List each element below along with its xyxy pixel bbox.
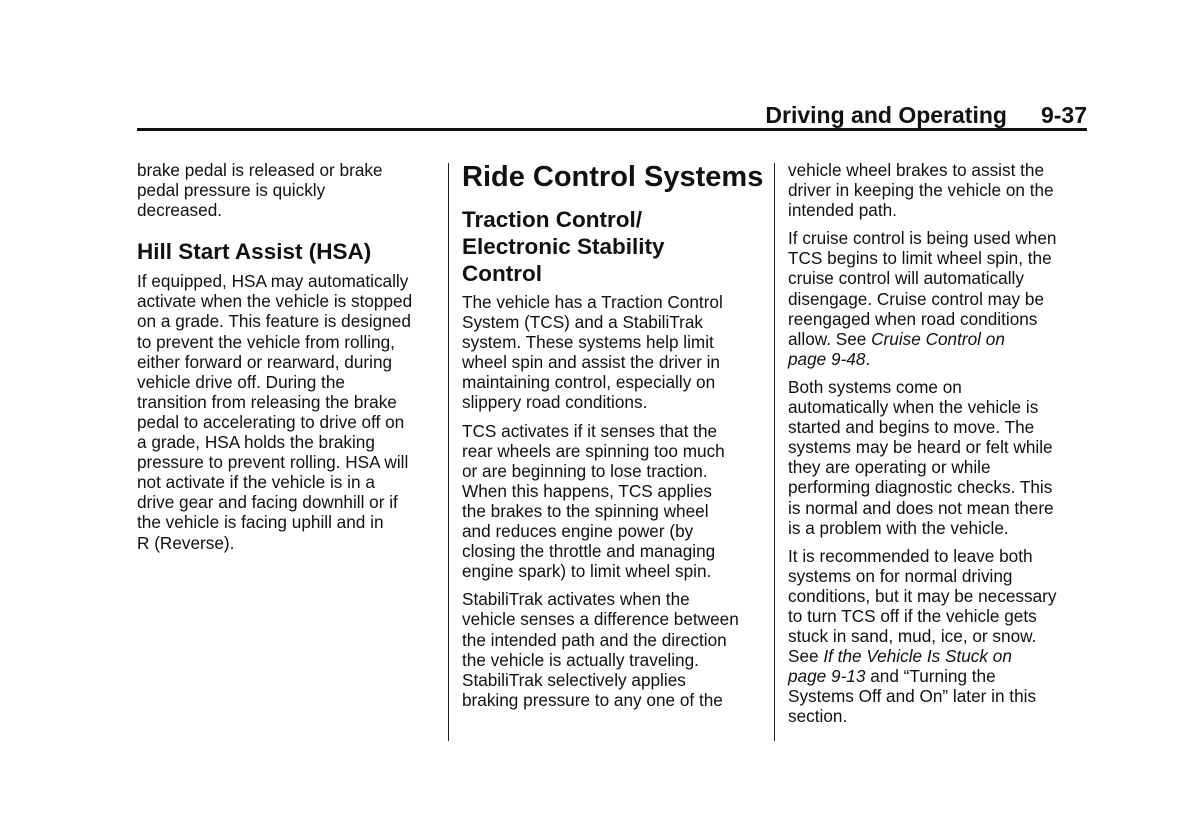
cross-reference-link[interactable]: page 9-13 (788, 666, 866, 687)
paragraph: TCS activates if it senses that the rear wheels are spinning too much or are beginning to lose traction. When this happens, TCS applies the brakes to the spinning wheel and reduces engine power (by closing the throttle and managing engine spark) to limit wheel spin. (462, 420, 725, 582)
header-rule (137, 128, 1087, 131)
page-number: 9-37 (1040, 102, 1087, 128)
paragraph: If cruise control is being used when TCS begins to limit wheel spin, the cruise control will automatically disengage. Cruise control may be reengaged when road conditions allow. See Cruise Control on page 9-48. (788, 228, 1057, 369)
running-header (137, 100, 1087, 130)
cross-reference-link[interactable]: If the Vehicle Is Stuck on (823, 646, 1012, 667)
cross-reference-link[interactable]: Cruise Control on (871, 328, 1005, 349)
column-3 (788, 160, 1088, 735)
column-1 (137, 160, 437, 561)
tcs-heading: Traction Control/ Electronic Stability Control (462, 207, 665, 286)
paragraph: If equipped, HSA may automatically activate when the vehicle is stopped on a grade. This feature is designed to prevent the vehicle from rolling, either forward or rearward, during vehicle drive off. During the transition from releasing the brake pedal to accelerating to drive off on a grade, HSA holds the braking pressure to prevent rolling. HSA will not activate if the vehicle is in a drive gear and facing downhill or if the vehicle is facing uphill and in R (Reverse). (137, 271, 413, 553)
hsa-heading: Hill Start Assist (HSA) (137, 239, 372, 265)
paragraph: The vehicle has a Traction Control System (TCS) and a StabiliTrak system. These systems help limit wheel spin and assist the driver in maintaining control, especially on slippery road conditions. (462, 292, 723, 413)
cross-reference-link[interactable]: page 9-48 (788, 348, 866, 369)
paragraph: Both systems come on automatically when the vehicle is started and begins to move. The systems may be heard or felt while they are operating or while performing diagnostic checks. This is normal and does not mean there is a problem with the vehicle. (788, 376, 1054, 538)
column-divider (774, 163, 775, 741)
section-title: Driving and Operating (765, 102, 1007, 128)
paragraph: StabiliTrak activates when the vehicle senses a difference between the intended path and the direction the vehicle is actually traveling. StabiliTrak selectively applies braking pressure to any one of the (462, 589, 739, 710)
column-divider (448, 163, 449, 741)
paragraph: vehicle wheel brakes to assist the driver in keeping the vehicle on the intended path. (788, 160, 1054, 221)
column-2 (462, 160, 764, 718)
ride-control-heading: Ride Control Systems (462, 161, 764, 193)
paragraph: brake pedal is released or brake pedal pressure is quickly decreased. (137, 160, 383, 221)
paragraph: It is recommended to leave both systems on for normal driving conditions, but it may be necessary to turn TCS off if the vehicle gets stuck in sand, mud, ice, or snow. See If the Vehicle Is Stuck on page 9-13 and “Turning the Systems Off and On” later in this section. (788, 545, 1057, 727)
